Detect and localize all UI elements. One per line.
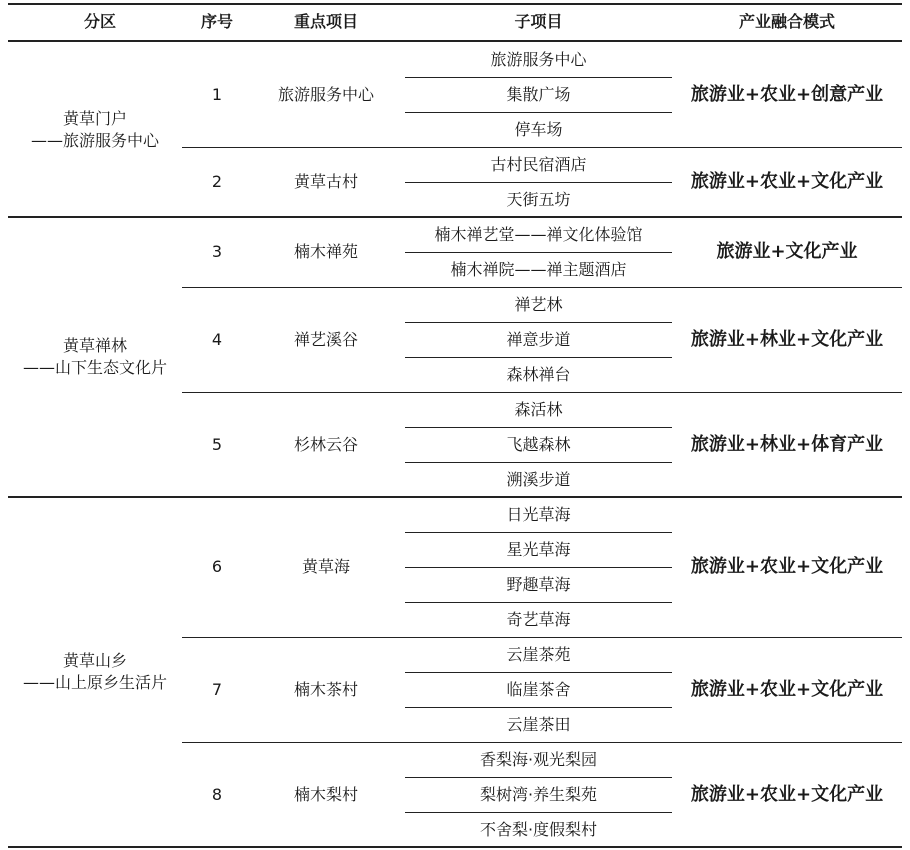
subitem-cell: 森林禅台: [506, 364, 571, 384]
subitem-divider: [405, 357, 672, 358]
subitem-cell: 古村民宿酒店: [490, 154, 587, 174]
zone-title: 黄草禅林: [62, 336, 127, 355]
subitem-divider: [405, 462, 672, 463]
project-number: 2: [211, 172, 223, 191]
subitem-cell: 云崖茶苑: [506, 644, 571, 664]
subitem-divider: [405, 77, 672, 78]
project-name: 禅艺溪谷: [293, 329, 358, 349]
subitem-cell: 森活林: [514, 399, 563, 419]
industry-mode: 旅游业+农业+文化产业: [690, 783, 884, 805]
subitem-cell: 停车场: [514, 119, 563, 139]
subitem-cell: 楠木禅院——禅主题酒店: [450, 259, 627, 279]
project-number: 3: [211, 242, 223, 261]
subitem-cell: 不舍梨·度假梨村: [479, 819, 598, 839]
industry-mode: 旅游业+农业+文化产业: [690, 556, 884, 577]
zone-cell: [10, 217, 180, 497]
subitem-divider: [405, 252, 672, 253]
header-subitem: 子项目: [514, 12, 563, 31]
subitem-cell: 云崖茶田: [506, 714, 571, 734]
subitem-cell: 奇艺草海: [506, 609, 571, 629]
industry-mode: 旅游业+林业+体育产业: [690, 433, 884, 455]
subitem-divider: [405, 707, 672, 708]
project-number: 5: [211, 434, 223, 454]
subitem-divider: [405, 672, 672, 673]
header-zone: 分区: [83, 12, 116, 31]
industry-mode: 旅游业+文化产业: [716, 241, 858, 262]
table-bottom-border: [8, 846, 902, 848]
subitem-cell: 野趣草海: [506, 574, 571, 594]
header-mode: 产业融合模式: [738, 12, 835, 31]
subitem-divider: [405, 182, 672, 183]
project-name: 楠木茶村: [293, 679, 358, 699]
zone-subtitle: ——山上原乡生活片: [22, 673, 167, 692]
table-top-border: [8, 3, 902, 5]
subitem-divider: [405, 322, 672, 323]
subitem-divider: [405, 812, 672, 813]
subitem-cell: 临崖茶舍: [506, 679, 571, 699]
header-number: 序号: [200, 12, 233, 31]
subitem-divider: [405, 112, 672, 113]
subitem-cell: 梨树湾·养生梨苑: [479, 784, 598, 804]
subitem-cell: 禅意步道: [506, 329, 571, 349]
header-project: 重点项目: [293, 12, 358, 31]
subitem-cell: 飞越森林: [506, 434, 571, 454]
project-number: 1: [211, 84, 223, 104]
zone-subtitle: ——旅游服务中心: [30, 130, 159, 150]
zone-subtitle: ——山下生态文化片: [22, 358, 167, 377]
subitem-divider: [405, 532, 672, 533]
zone-title: 黄草门户: [62, 108, 127, 128]
project-number: 8: [211, 784, 223, 804]
subitem-cell: 日光草海: [506, 504, 571, 524]
subitem-divider: [405, 777, 672, 778]
project-number: 4: [211, 329, 223, 349]
subitem-divider: [405, 567, 672, 568]
project-number: 6: [211, 557, 223, 576]
industry-mode: 旅游业+农业+文化产业: [690, 171, 884, 192]
zone-cell: [10, 497, 180, 847]
project-name: 楠木梨村: [293, 784, 358, 804]
industry-mode: 旅游业+林业+文化产业: [690, 328, 884, 350]
subitem-cell: 天街五坊: [506, 189, 571, 209]
zone-cell: [10, 42, 180, 217]
subitem-divider: [405, 427, 672, 428]
project-name: 旅游服务中心: [277, 84, 374, 104]
subitem-cell: 集散广场: [506, 84, 571, 104]
subitem-cell: 禅艺林: [514, 294, 563, 314]
project-name: 黄草海: [301, 557, 350, 576]
industry-mode: 旅游业+农业+文化产业: [690, 678, 884, 700]
subitem-cell: 星光草海: [506, 539, 571, 559]
project-number: 7: [211, 679, 223, 699]
subitem-cell: 溯溪步道: [506, 469, 571, 489]
subitem-cell: 楠木禅艺堂——禅文化体验馆: [434, 224, 643, 244]
project-name: 黄草古村: [293, 172, 358, 191]
zone-title: 黄草山乡: [62, 651, 127, 670]
subitem-cell: 香梨海·观光梨园: [479, 749, 598, 769]
project-name: 楠木禅苑: [293, 242, 358, 261]
project-name: 杉林云谷: [293, 434, 358, 454]
industry-mode: 旅游业+农业+创意产业: [690, 83, 884, 105]
subitem-cell: 旅游服务中心: [490, 49, 587, 69]
subitem-divider: [405, 602, 672, 603]
